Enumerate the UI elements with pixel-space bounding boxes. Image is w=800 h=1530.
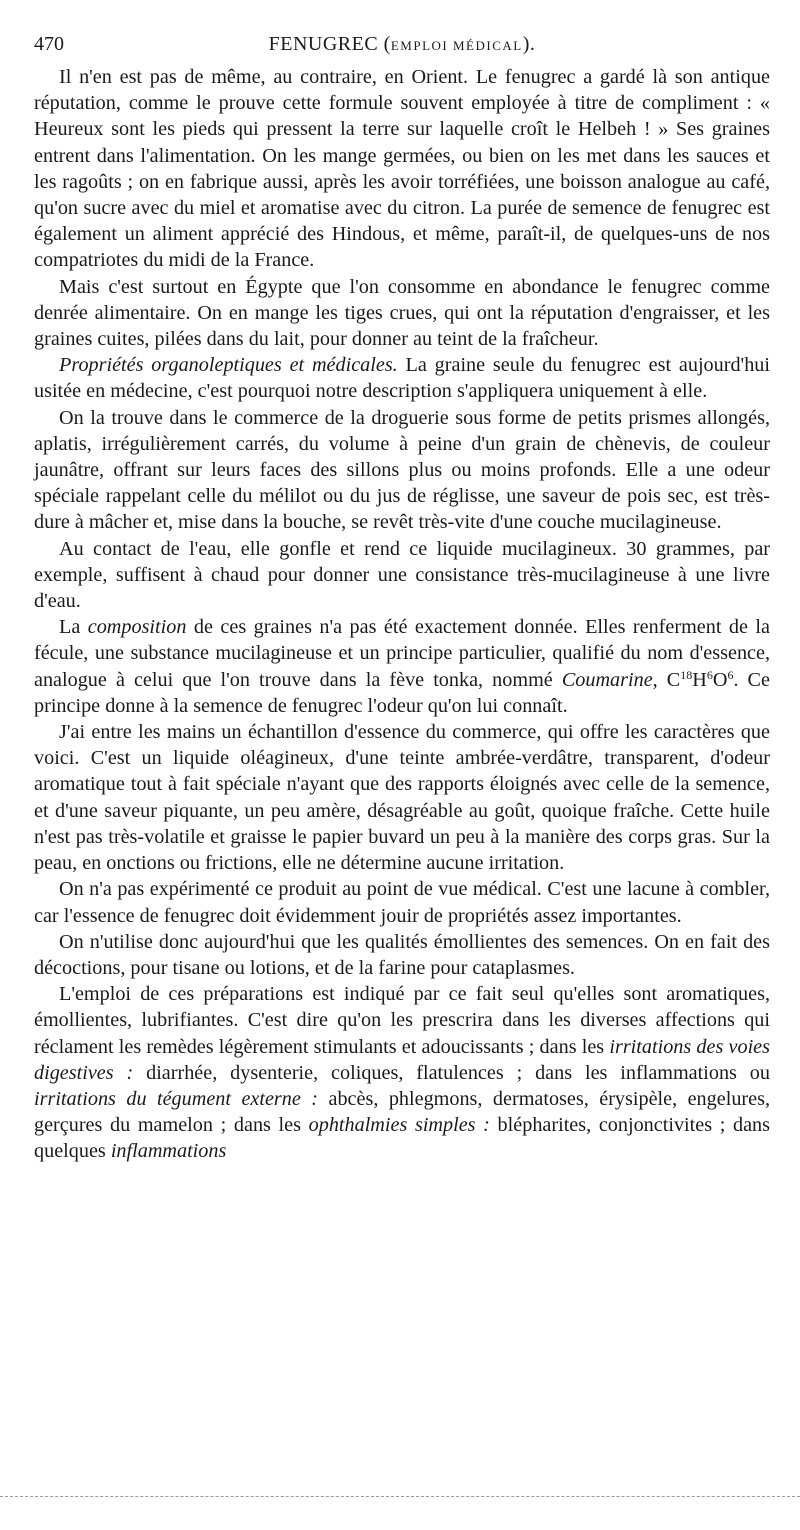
page-header: [34, 30, 770, 58]
formula-oxygen: O: [712, 668, 728, 691]
paragraph-qualites: On n'utilise donc aujourd'hui que les qualités émollientes des semences. On en fait des décoctions, pour tisane ou lotions, et de la farine pour cataplasmes.: [34, 930, 770, 979]
paragraph-commerce: On la trouve dans le commerce de la droguerie sous forme de petits prismes allongés, aplatis, irrégulièrement carrés, du volume à peine d'un grain de chènevis, de couleur jaunâtre, offrant sur leurs faces des sillons plus ou moins profonds. Elle a une odeur spéciale rappelant celle du mélilot ou du jus de réglisse, une saveur de pois sec, est très-dure à mâcher et, mise dans la bouche, se revêt très-vite d'une couche mucilagineuse.: [34, 406, 770, 534]
term-composition: composition: [87, 616, 187, 639]
term-inflammations: inflammations: [110, 1140, 227, 1163]
paragraph-emploi-text3: blépharites, conjonctivites ; dans quelques: [34, 1114, 770, 1163]
term-tegument-externe: irritations du tégument externe :: [34, 1087, 319, 1110]
term-voies-digestives: irritations des voies digestives :: [34, 1035, 770, 1084]
paragraph-composition-lead: La: [59, 616, 88, 639]
section-label-proprietes: Propriétés organoleptiques et médicales.: [59, 354, 398, 377]
paragraph-emploi-text: diarrhée, dysenterie, coliques, flatulences ; dans les inflammations ou: [133, 1061, 770, 1084]
paragraph-contact-eau: Au contact de l'eau, elle gonfle et rend ce liquide mucilagineux. 30 grammes, par exemple, suffisent à chaud pour donner une consistance très-mucilagineuse à une livre d'eau.: [34, 537, 770, 613]
running-title-main: FENUGREC (: [268, 33, 391, 55]
page-number: 470: [34, 33, 64, 55]
paragraph-composition-tail: . Ce principe donne à la semence de fenugrec l'odeur qu'on lui connaît.: [34, 668, 770, 717]
running-title-subtitle: EMPLOI MÉDICAL: [390, 38, 523, 53]
chemical-formula: [667, 669, 734, 691]
paragraph-emploi: [34, 981, 770, 1164]
paragraph-orient: Il n'en est pas de même, au contraire, en Orient. Le fenugrec a gardé là son antique réputation, comme le prouve cette formule souvent employée à titre de compliment : « Heureux sont les pieds qui pressent la terre sur laquelle croît le Helbeh ! » Ses graines entrent dans l'alimentation. On les mange germées, ou bien on les met dans les sauces et les ragoûts ; on en fabrique aussi, après les avoir torréfiées, une boisson analogue au café, qu'on sucre avec du miel et aromatise avec du citron. La purée de semence de fenugrec est également un aliment apprécié des Hindous, et même, paraît-il, de quelques-uns de nos compatriotes du midi de la France.: [34, 66, 770, 272]
running-title: [34, 30, 770, 60]
formula-oxygen-count: 6: [727, 667, 734, 682]
bottom-rule: [0, 1496, 800, 1497]
formula-carbon-count: 18: [680, 667, 693, 682]
running-title-end: ).: [522, 33, 536, 55]
paragraph-egypte: Mais c'est surtout en Égypte que l'on consomme en abondance le fenugrec comme denrée alimentaire. On en mange les tiges crues, qui ont la réputation d'engraisser, et les graines cuites, pilées dans du lait, pour donner au teint de la fraîcheur.: [34, 275, 770, 351]
paragraph-proprietes: [34, 352, 770, 404]
paragraph-emploi-lead: L'emploi de ces préparations est indiqué par ce fait seul qu'elles sont aromatiques, émollientes, lubrifiantes. C'est dire qu'on les prescrira dans les diverses affections qui réclament les remèdes légèrement stimulants et adoucissants ; dans les: [34, 983, 770, 1058]
term-ophthalmies: ophthalmies simples :: [308, 1114, 490, 1137]
paragraph-proprietes-text: La graine seule du fenugrec est aujourd'hui usitée en médecine, c'est pourquoi notre description s'appliquera uniquement à elle.: [34, 354, 770, 403]
formula-carbon: C: [666, 668, 681, 691]
body-text: [34, 64, 770, 1165]
paragraph-echantillon: J'ai entre les mains un échantillon d'essence du commerce, qui offre les caractères que voici. C'est un liquide oléagineux, d'une teinte ambrée-verdâtre, transparent, d'odeur aromatique tout à fait spéciale n'ayant que des rapports éloignés avec celle de la semence, et d'une saveur piquante, un peu amère, désagréable au goût, quoique fraîche. Cette huile n'est pas très-volatile et graisse le papier buvard un peu à la manière des corps gras. Sur la peau, en onctions ou frictions, elle ne détermine aucune irritation.: [34, 721, 770, 875]
paragraph-experimente: On n'a pas expérimenté ce produit au point de vue médical. C'est une lacune à combler, car l'essence de fenugrec doit évidemment jouir de propriétés assez importantes.: [34, 878, 770, 927]
term-coumarine: Coumarine: [561, 668, 653, 691]
comma: ,: [652, 668, 667, 691]
paragraph-composition-text: de ces graines n'a pas été exactement donnée. Elles renferment de la fécule, une substance mucilagineuse et un principe particulier, qualifié du nom d'essence, analogue à celui que l'on trouve dans la fève tonka, nommé: [34, 616, 770, 691]
formula-hydrogen-count: 6: [706, 667, 713, 682]
paragraph-composition: [34, 614, 770, 719]
formula-hydrogen: H: [692, 668, 707, 691]
paragraph-emploi-text2: abcès, phlegmons, dermatoses, érysipèle, engelures, gerçures du mamelon ; dans les: [34, 1087, 770, 1137]
